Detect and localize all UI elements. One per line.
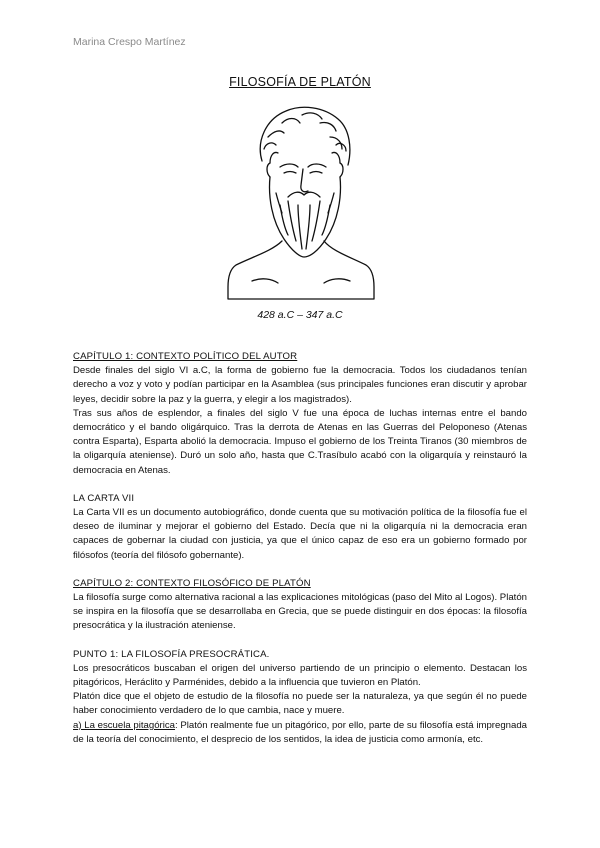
paragraph: Desde finales del siglo VI a.C, la forma de gobierno fue la democracia. Todos los ciudadanos tenían derecho a voz y voto y podían participar en la Asamblea (sus principales funciones eran discutir y aprobar leyes, decidir sobre la paz y la guerra, y elegir a los magistrados). — [73, 365, 527, 405]
section-heading-cap1: CAPÍTULO 1: CONTEXTO POLÍTICO DEL AUTOR — [73, 351, 298, 362]
author-name: Marina Crespo Martínez — [73, 36, 186, 48]
paragraph — [73, 719, 527, 747]
paragraph: Los presocráticos buscaban el origen del universo partiendo de un principio o elemento. Destacan los pitagóricos, Heráclito y Parménides, debido a la influencia que tuvieron en Platón. — [73, 662, 527, 689]
life-dates: 428 a.C – 347 a.C — [257, 309, 343, 321]
paragraph-text: : Platón realmente fue un pitagórico, por ello, parte de su filosofía está impregnada de la teoría del conocimiento, el desprecio de los sentidos, la idea de justicia como armonía, etc. — [73, 719, 527, 745]
document-title: FILOSOFÍA DE PLATÓN — [229, 75, 371, 89]
paragraph: La Carta VII es un documento autobiográfico, donde cuenta que su motivación política de la filosofía fue el deseo de iluminar y mejorar el gobierno del Estado. Decía que ni la oligarquía ni la democracia eran capaces de gobernar la ciudad con justicia, ya que el único capaz de eso era un gobierno formado por filósofos (teoría del filósofo gobernante). — [73, 507, 527, 561]
paragraph: Tras sus años de esplendor, a finales del siglo V fue una época de luchas internas entre el bando democrático y el bando oligárquico. Tras la derrota de Atenas en las Guerras del Peloponeso (Atenas contra Esparta), Esparta abolió la democracia. Impuso el gobierno de los Treinta Tiranos (30 miembros de la oligarquía ateniense). Duró un solo año, hasta que C.Trasíbulo acabó con la oligarquía y reinstauró la democracia en Atenas. — [73, 407, 527, 476]
section-heading-punto1: PUNTO 1: LA FILOSOFÍA PRESOCRÁTICA. — [73, 648, 270, 660]
section-heading-carta: LA CARTA VII — [73, 492, 135, 504]
section-heading-cap2: CAPÍTULO 2: CONTEXTO FILOSÓFICO DE PLATÓN — [73, 577, 311, 589]
paragraph: Platón dice que el objeto de estudio de la filosofía no puede ser la naturaleza, ya que según él no puede haber conocimiento verdadero de lo que cambia, nace y muere. — [73, 691, 527, 717]
document-body — [73, 350, 527, 747]
plato-bust-icon — [222, 101, 380, 301]
paragraph: La filosofía surge como alternativa racional a las explicaciones mitológicas (paso del Mito al Logos). Platón se inspira en la filosofía que se desarrollaba en Grecia, que se puede distinguir en dos épocas: la filosofía presocrática y la ilustración ateniense. — [73, 592, 527, 632]
subsection-label: a) La escuela pitagórica — [73, 719, 175, 731]
